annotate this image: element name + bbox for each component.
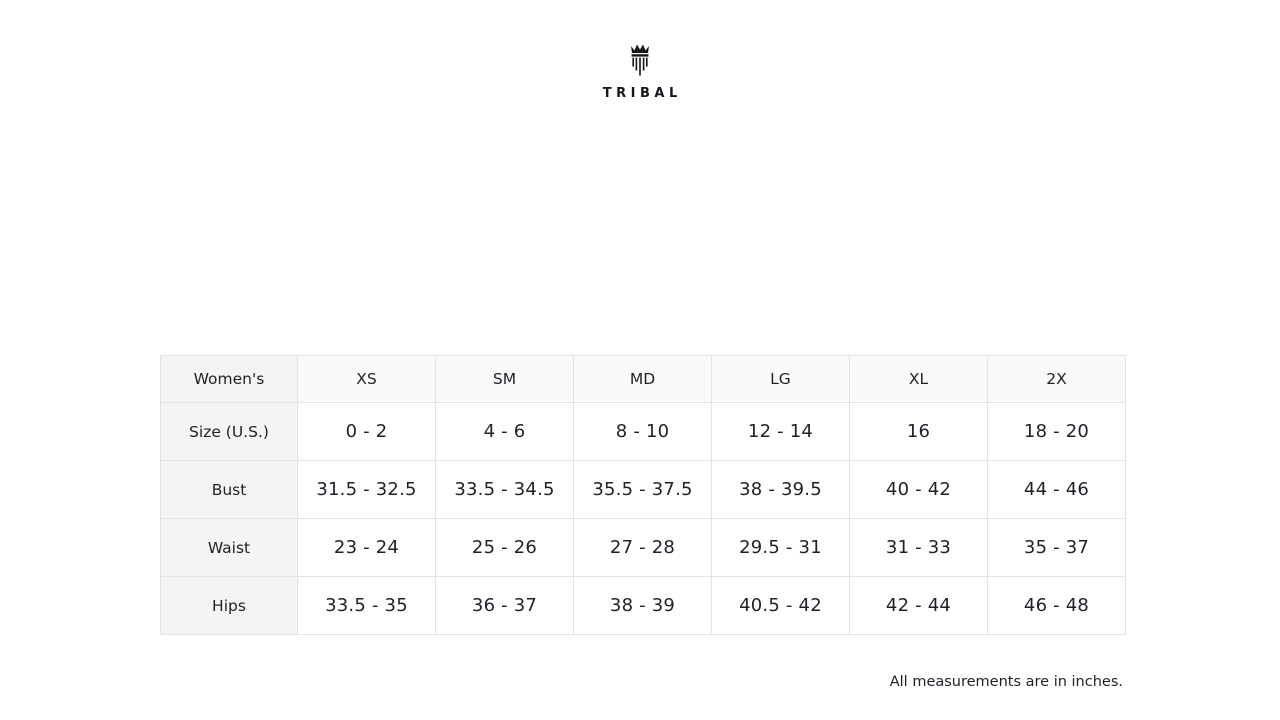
table-row xyxy=(161,577,1126,635)
cell-bust-md: 35.5 - 37.5 xyxy=(574,461,712,519)
brand-wordmark: TRIBAL xyxy=(602,86,682,101)
cell-bust-lg: 38 - 39.5 xyxy=(712,461,850,519)
cell-hips-sm: 36 - 37 xyxy=(436,577,574,635)
cell-waist-lg: 29.5 - 31 xyxy=(712,519,850,577)
cell-bust-2x: 44 - 46 xyxy=(988,461,1126,519)
cell-waist-sm: 25 - 26 xyxy=(436,519,574,577)
cell-size-us-sm: 4 - 6 xyxy=(436,403,574,461)
column-header-lg: LG xyxy=(712,356,850,403)
column-header-xl: XL xyxy=(850,356,988,403)
row-header-size-us: Size (U.S.) xyxy=(161,403,298,461)
cell-hips-md: 38 - 39 xyxy=(574,577,712,635)
size-chart-container xyxy=(160,355,1123,635)
brand-logo xyxy=(0,36,1280,101)
cell-waist-md: 27 - 28 xyxy=(574,519,712,577)
table-row xyxy=(161,519,1126,577)
measurement-units-note: All measurements are in inches. xyxy=(889,674,1123,690)
column-header-women: Women's xyxy=(161,356,298,403)
column-header-md: MD xyxy=(574,356,712,403)
cell-size-us-lg: 12 - 14 xyxy=(712,403,850,461)
cell-hips-xs: 33.5 - 35 xyxy=(298,577,436,635)
table-row xyxy=(161,461,1126,519)
cell-size-us-xs: 0 - 2 xyxy=(298,403,436,461)
column-header-sm: SM xyxy=(436,356,574,403)
cell-size-us-xl: 16 xyxy=(850,403,988,461)
column-header-2x: 2X xyxy=(988,356,1126,403)
table-header-row xyxy=(161,356,1126,403)
cell-bust-sm: 33.5 - 34.5 xyxy=(436,461,574,519)
cell-bust-xs: 31.5 - 32.5 xyxy=(298,461,436,519)
cell-waist-2x: 35 - 37 xyxy=(988,519,1126,577)
size-chart-table xyxy=(160,355,1126,635)
cell-size-us-md: 8 - 10 xyxy=(574,403,712,461)
tribal-crown-logo-icon xyxy=(617,36,663,82)
table-row xyxy=(161,403,1126,461)
row-header-hips: Hips xyxy=(161,577,298,635)
cell-hips-xl: 42 - 44 xyxy=(850,577,988,635)
cell-hips-lg: 40.5 - 42 xyxy=(712,577,850,635)
cell-size-us-2x: 18 - 20 xyxy=(988,403,1126,461)
cell-waist-xl: 31 - 33 xyxy=(850,519,988,577)
cell-bust-xl: 40 - 42 xyxy=(850,461,988,519)
cell-hips-2x: 46 - 48 xyxy=(988,577,1126,635)
row-header-bust: Bust xyxy=(161,461,298,519)
column-header-xs: XS xyxy=(298,356,436,403)
cell-waist-xs: 23 - 24 xyxy=(298,519,436,577)
row-header-waist: Waist xyxy=(161,519,298,577)
